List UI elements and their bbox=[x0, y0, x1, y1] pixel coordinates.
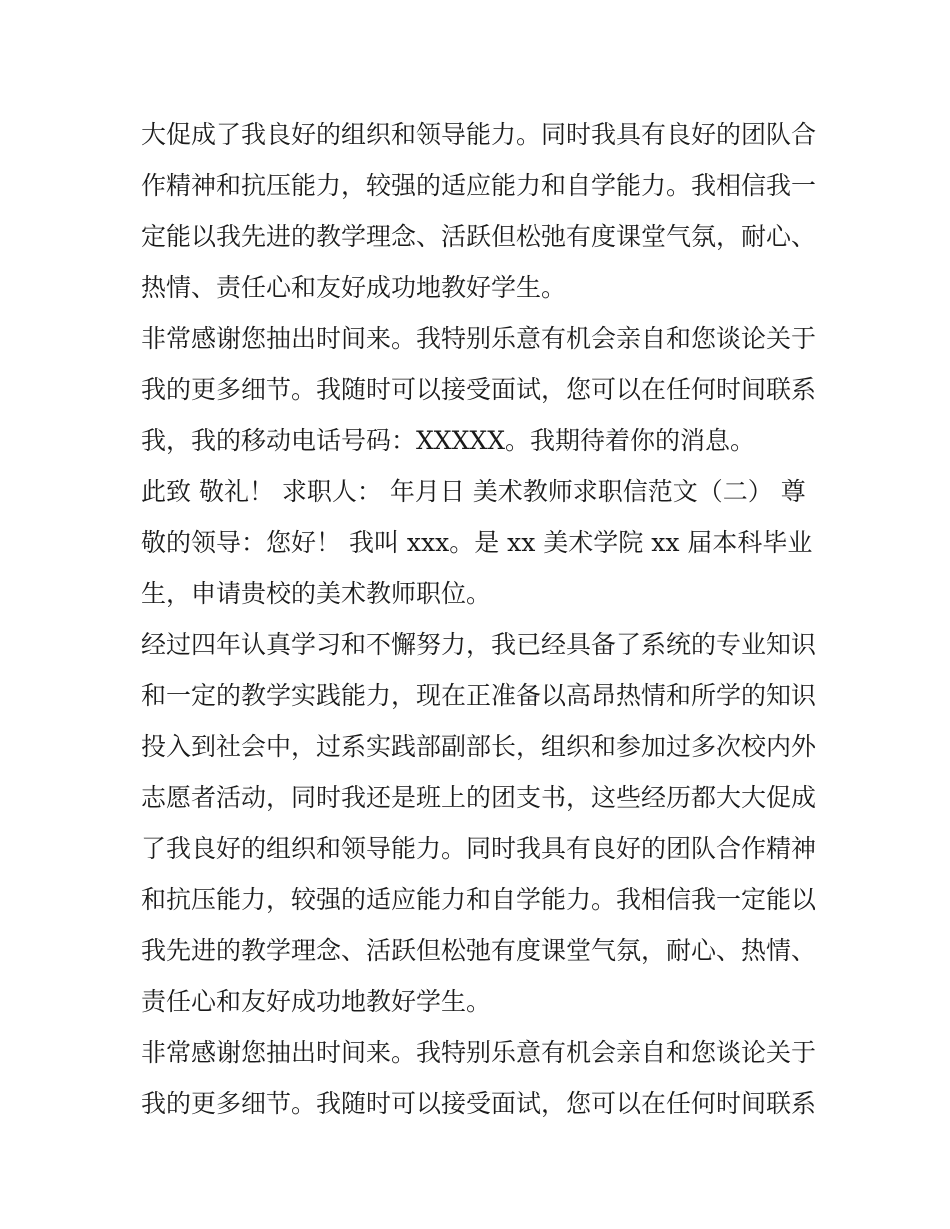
text-line: 和一定的教学实践能力，现在正准备以高昂热情和所学的知识 bbox=[141, 681, 817, 710]
text-line: 了我良好的组织和领导能力。同时我具有良好的团队合作精神 bbox=[141, 834, 817, 863]
text-line: 非常感谢您抽出时间来。我特别乐意有机会亲自和您谈论关于 bbox=[141, 324, 817, 353]
text-line: 投入到社会中，过系实践部副部长，组织和参加过多次校内外 bbox=[141, 732, 817, 761]
text-line: 热情、责任心和友好成功地教好学生。 bbox=[141, 273, 567, 302]
text-line: 我，我的移动电话号码：XXXXX。我期待着你的消息。 bbox=[141, 426, 755, 455]
text-line: 作精神和抗压能力，较强的适应能力和自学能力。我相信我一 bbox=[141, 171, 817, 200]
paragraph-experience bbox=[141, 619, 821, 1027]
paragraph-qualities bbox=[141, 109, 821, 313]
paragraph-closing-and-second-letter bbox=[141, 466, 821, 619]
text-line: 此致 敬礼！ 求职人： 年月日 美术教师求职信范文（二） 尊 bbox=[141, 477, 806, 506]
text-line: 经过四年认真学习和不懈努力，我已经具备了系统的专业知识 bbox=[141, 630, 817, 659]
text-line: 大促成了我良好的组织和领导能力。同时我具有良好的团队合 bbox=[141, 120, 817, 149]
text-line: 我的更多细节。我随时可以接受面试，您可以在任何时间联系 bbox=[141, 375, 817, 404]
text-line: 责任心和友好成功地教好学生。 bbox=[141, 987, 492, 1016]
text-line: 敬的领导：您好！ 我叫 xxx。是 xx 美术学院 xx 届本科毕业 bbox=[141, 528, 813, 557]
paragraph-thanks-repeat bbox=[141, 1027, 821, 1129]
text-line: 非常感谢您抽出时间来。我特别乐意有机会亲自和您谈论关于 bbox=[141, 1038, 817, 1067]
text-line: 我的更多细节。我随时可以接受面试，您可以在任何时间联系 bbox=[141, 1089, 817, 1118]
text-line: 定能以我先进的教学理念、活跃但松弛有度课堂气氛，耐心、 bbox=[141, 222, 817, 251]
paragraph-thanks bbox=[141, 313, 821, 466]
text-line: 和抗压能力，较强的适应能力和自学能力。我相信我一定能以 bbox=[141, 885, 817, 914]
text-line: 我先进的教学理念、活跃但松弛有度课堂气氛，耐心、热情、 bbox=[141, 936, 817, 965]
text-line: 志愿者活动，同时我还是班上的团支书，这些经历都大大促成 bbox=[141, 783, 817, 812]
text-line: 生，申请贵校的美术教师职位。 bbox=[141, 579, 492, 608]
document-body bbox=[141, 109, 821, 1129]
